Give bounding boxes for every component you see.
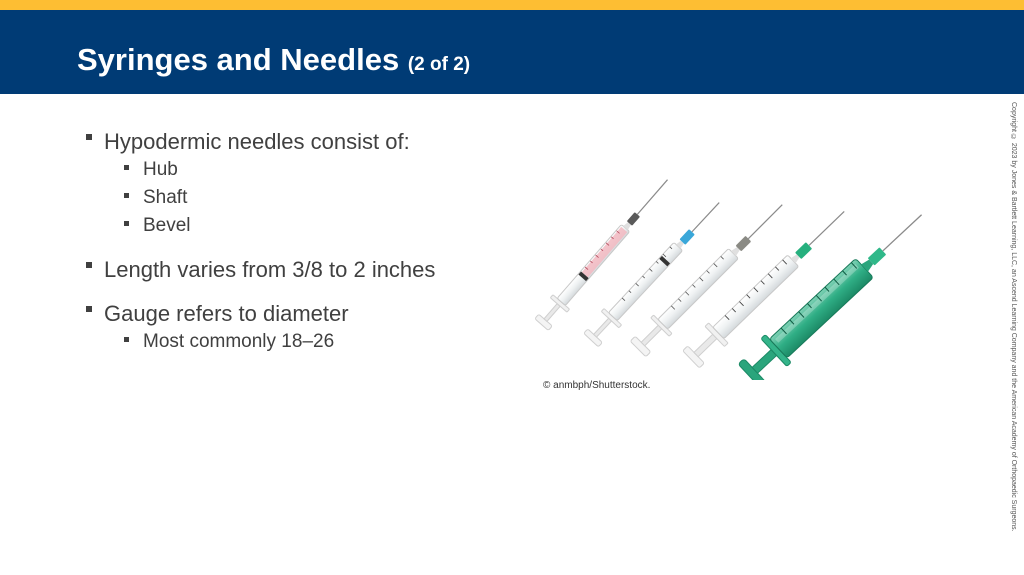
sub-bullet-item [124, 328, 526, 356]
bullet-square-icon [124, 337, 129, 342]
bullet-square-icon [86, 306, 92, 312]
bullet-item [86, 128, 526, 156]
slide-title-suffix: (2 of 2) [407, 54, 471, 75]
sub-bullet-text: Hub [143, 159, 178, 180]
title-banner [0, 10, 1024, 94]
bullet-item [86, 256, 526, 284]
syringe-pink [533, 172, 676, 331]
syringes-photo [528, 118, 948, 380]
sub-bullet-item [124, 156, 526, 184]
bullet-square-icon [124, 221, 129, 226]
bullet-item [86, 300, 526, 328]
top-accent-bar [0, 0, 1024, 10]
slide-title-text: Syringes and Needles [77, 42, 400, 77]
slide-title [77, 44, 470, 75]
bullet-square-icon [124, 165, 129, 170]
sub-bullet-text: Shaft [143, 187, 188, 208]
sub-bullet-text: Bevel [143, 215, 191, 236]
bullet-square-icon [86, 262, 92, 268]
image-credit: © anmbph/Shutterstock. [543, 380, 651, 391]
bullet-text: Length varies from 3/8 to 2 inches [104, 257, 436, 282]
sub-bullet-item [124, 184, 526, 212]
bullet-text: Hypodermic needles consist of: [104, 129, 410, 154]
bullet-list [86, 128, 526, 356]
sub-bullet-item [124, 212, 526, 240]
bullet-text: Gauge refers to diameter [104, 301, 349, 326]
bullet-square-icon [86, 134, 92, 140]
copyright-notice: Copyright © 2023 by Jones & Bartlett Learning, LLC, an Ascend Learning Company and the American Academy of Orthopaedic Surgeons. [1010, 102, 1017, 532]
bullet-square-icon [124, 193, 129, 198]
sub-bullet-text: Most commonly 18–26 [143, 331, 335, 352]
